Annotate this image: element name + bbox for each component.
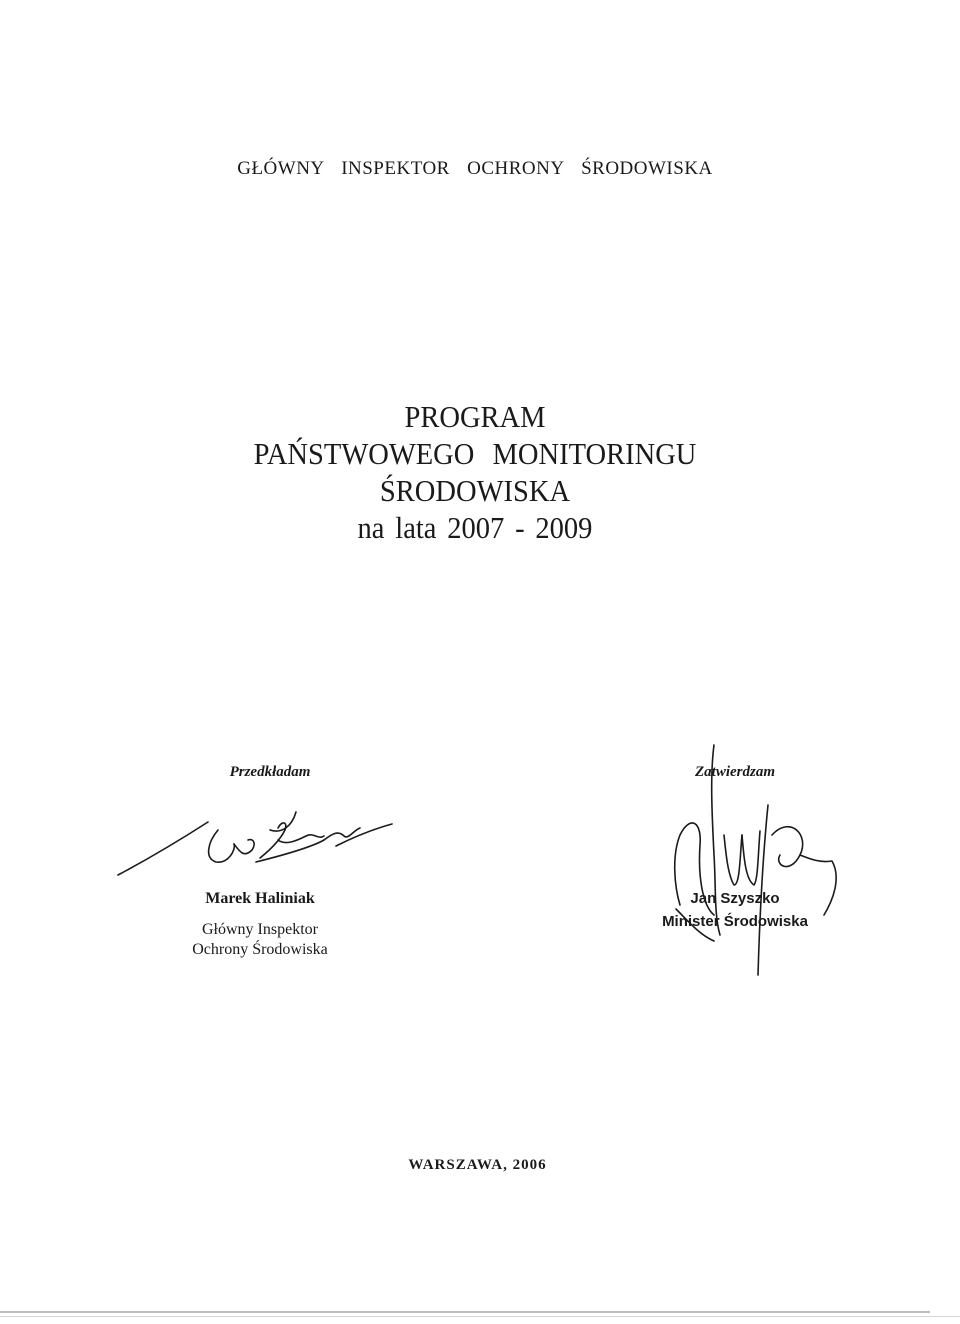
scan-edge-line [0, 1311, 930, 1313]
approver-signature [640, 735, 850, 980]
title-line-panstwowego-monitoringu: PAŃSTWOWEGO MONITORINGU [253, 436, 697, 471]
scan-edge-line-lower [0, 1316, 960, 1317]
approver-name: Jan Szyszko [690, 890, 780, 907]
submitter-role-line-1: Główny Inspektor [202, 921, 318, 938]
submitter-signature [110, 800, 400, 890]
approver-role: Minister Środowiska [662, 913, 808, 930]
title-line-program: PROGRAM [404, 399, 546, 434]
title-line-years: na lata 2007 - 2009 [357, 510, 593, 545]
title-line-srodowiska: ŚRODOWISKA [379, 473, 571, 508]
submitter-name: Marek Haliniak [205, 890, 315, 907]
issuer-header: GŁÓWNY INSPEKTOR OCHRONY ŚRODOWISKA [237, 158, 713, 179]
submitter-label: Przedkładam [229, 764, 311, 780]
submitter-role-line-2: Ochrony Środowiska [192, 941, 328, 958]
document-title [38, 398, 912, 546]
place-and-date: WARSZAWA, 2006 [408, 1157, 547, 1173]
approver-label: Zatwierdzam [694, 764, 775, 780]
